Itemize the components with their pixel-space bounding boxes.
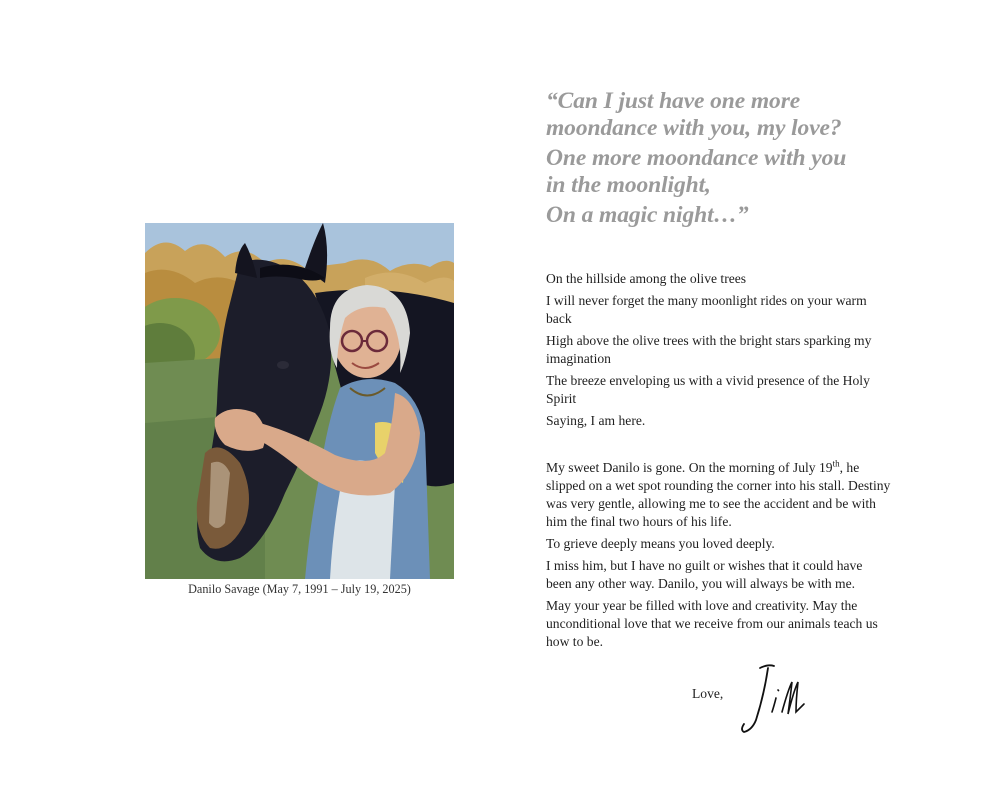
poem-line: The breeze enveloping us with a vivid presence of the Holy Spirit <box>546 373 870 406</box>
poem <box>546 270 891 434</box>
ordinal-suffix: th <box>832 458 840 469</box>
photo-caption: Danilo Savage (May 7, 1991 – July 19, 2025) <box>188 582 411 596</box>
signature-jill <box>738 660 808 740</box>
letter-paragraph-1 <box>546 459 891 531</box>
quote-line-1: “Can I just have one more <box>546 88 801 114</box>
letter-body <box>546 459 891 655</box>
letter-paragraph-2: To grieve deeply means you loved deeply. <box>546 536 775 551</box>
pull-quote <box>546 88 946 229</box>
poem-line: I will never forget the many moonlight rides on your warm back <box>546 293 867 326</box>
poem-line: On the hillside among the olive trees <box>546 271 747 286</box>
signoff: Love, <box>692 686 724 701</box>
quote-line-3: One more moondance with you <box>546 145 847 171</box>
letter-p1-start: My sweet Danilo is gone. On the morning of July 19 <box>546 460 833 475</box>
quote-line-4: in the moonlight, <box>546 172 711 198</box>
poem-line: High above the olive trees with the bright stars sparking my imagination <box>546 333 872 366</box>
letter-paragraph-3: I miss him, but I have no guilt or wishes that it could have been any other way. Danilo, you will always be with me. <box>546 558 863 591</box>
letter-paragraph-4: May your year be filled with love and creativity. May the unconditional love that we receive from our animals teach us how to be. <box>546 598 878 649</box>
letter-p1-end: , he slipped on a wet spot rounding the corner into his stall. Destiny was very gentle, allowing me to see the accident and be with him the final two hours of his life. <box>546 460 891 529</box>
quote-line-2: moondance with you, my love? <box>546 115 842 141</box>
memorial-photo <box>145 223 454 579</box>
quote-line-5: On a magic night…” <box>546 202 749 228</box>
poem-line: Saying, I am here. <box>546 413 646 428</box>
